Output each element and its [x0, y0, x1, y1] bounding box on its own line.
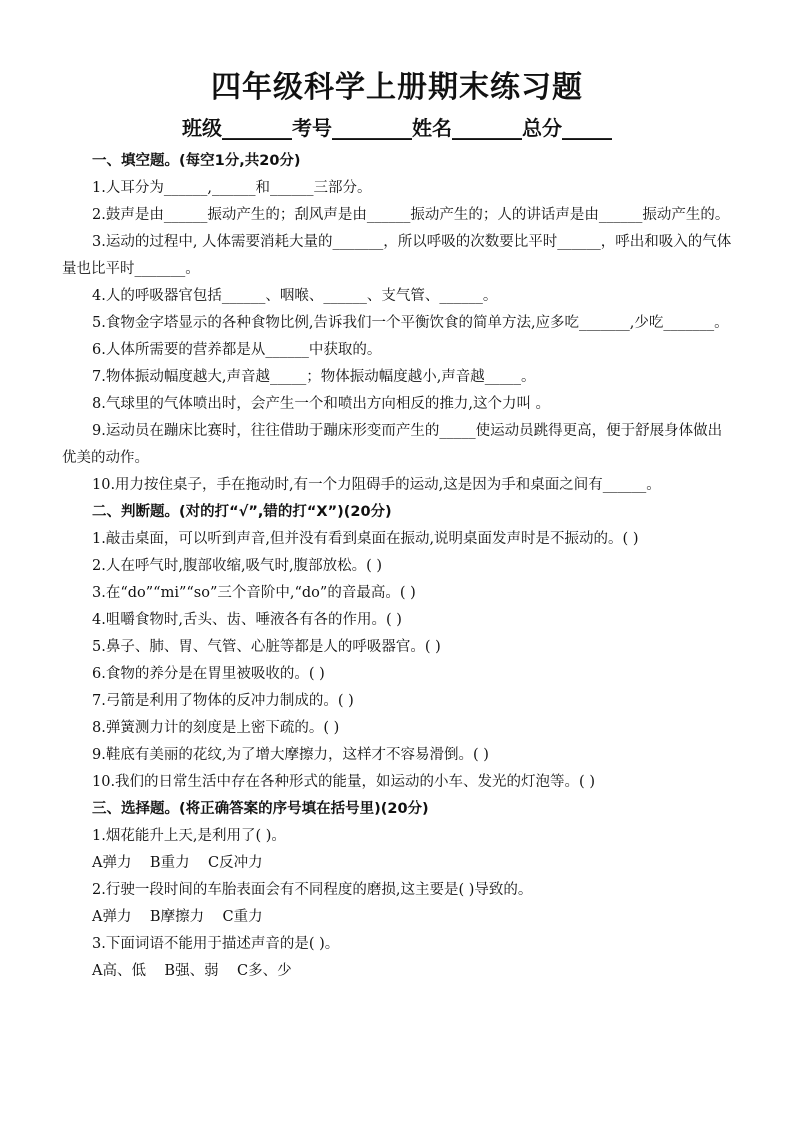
judge-question-3: 3.在“do”“mi”“so”三个音阶中,“do”的音最高。( ) — [92, 585, 416, 601]
choice-question-3: 3.下面词语不能用于描述声音的是( )。 — [92, 936, 340, 952]
judge-question-1: 1.敲击桌面，可以听到声音,但并没有看到桌面在振动,说明桌面发声时是不振动的。( ) — [92, 531, 639, 547]
section-judge-heading: 二、判断题。(对的打“√”,错的打“X”)(20分) — [92, 504, 392, 520]
judge-question-8: 8.弹簧测力计的刻度是上密下疏的。( ) — [92, 720, 340, 736]
fill-question-10: 10.用力按住桌子，手在拖动时,有一个力阻碍手的运动,这是因为手和桌面之间有______。 — [92, 477, 661, 493]
choice-options-3: A高、低 B强、弱 C多、少 — [92, 963, 292, 979]
judge-question-2: 2.人在呼气时,腹部收缩,吸气时,腹部放松。( ) — [92, 558, 383, 574]
fill-question-6: 6.人体所需要的营养都是从______中获取的。 — [92, 342, 382, 358]
choice-options-1: A弹力 B重力 C反冲力 — [92, 855, 263, 871]
student-info-line: 班级_______考号________姓名_______总分_____ — [182, 116, 612, 140]
choice-question-1: 1.烟花能升上天,是利用了( )。 — [92, 828, 286, 844]
judge-question-9: 9.鞋底有美丽的花纹,为了增大摩擦力，这样才不容易滑倒。( ) — [92, 747, 489, 763]
page-title: 四年级科学上册期末练习题 — [211, 70, 583, 105]
fill-question-2: 2.鼓声是由______振动产生的；刮风声是由______振动产生的；人的讲话声是由______振动产生的。 — [92, 207, 730, 223]
judge-question-4: 4.咀嚼食物时,舌头、齿、唾液各有各的作用。( ) — [92, 612, 402, 628]
choice-question-2: 2.行驶一段时间的车胎表面会有不同程度的磨损,这主要是( )导致的。 — [92, 882, 533, 898]
judge-question-5: 5.鼻子、肺、胃、气管、心脏等都是人的呼吸器官。( ) — [92, 639, 441, 655]
worksheet-content — [62, 148, 734, 985]
fill-question-5: 5.食物金字塔显示的各种食物比例,告诉我们一个平衡饮食的简单方法,应多吃_______,少吃_______。 — [92, 315, 729, 331]
fill-question-1: 1.人耳分为______,______和______三部分。 — [92, 180, 372, 196]
judge-question-7: 7.弓箭是利用了物体的反冲力制成的。( ) — [92, 693, 354, 709]
fill-question-4: 4.人的呼吸器官包括______、咽喉、______、支气管、______。 — [92, 288, 498, 304]
fill-question-7: 7.物体振动幅度越大,声音越_____；物体振动幅度越小,声音越_____。 — [92, 369, 536, 385]
judge-question-6: 6.食物的养分是在胃里被吸收的。( ) — [92, 666, 325, 682]
section-fill-heading: 一、填空题。(每空1分,共20分) — [92, 153, 301, 169]
fill-question-3: 3.运动的过程中, 人体需要消耗大量的_______，所以呼吸的次数要比平时______，呼出和吸入的气体量也比平时_______。 — [62, 234, 732, 277]
fill-question-8: 8.气球里的气体喷出时，会产生一个和喷出方向相反的推力,这个力叫 。 — [92, 396, 551, 412]
section-choice-heading: 三、选择题。(将正确答案的序号填在括号里)(20分) — [92, 801, 429, 817]
fill-question-9: 9.运动员在蹦床比赛时，往往借助于蹦床形变而产生的_____使运动员跳得更高，便于舒展身体做出优美的动作。 — [62, 423, 723, 466]
judge-question-10: 10.我们的日常生活中存在各种形式的能量，如运动的小车、发光的灯泡等。( ) — [92, 774, 595, 790]
choice-options-2: A弹力 B摩擦力 C重力 — [92, 909, 263, 925]
